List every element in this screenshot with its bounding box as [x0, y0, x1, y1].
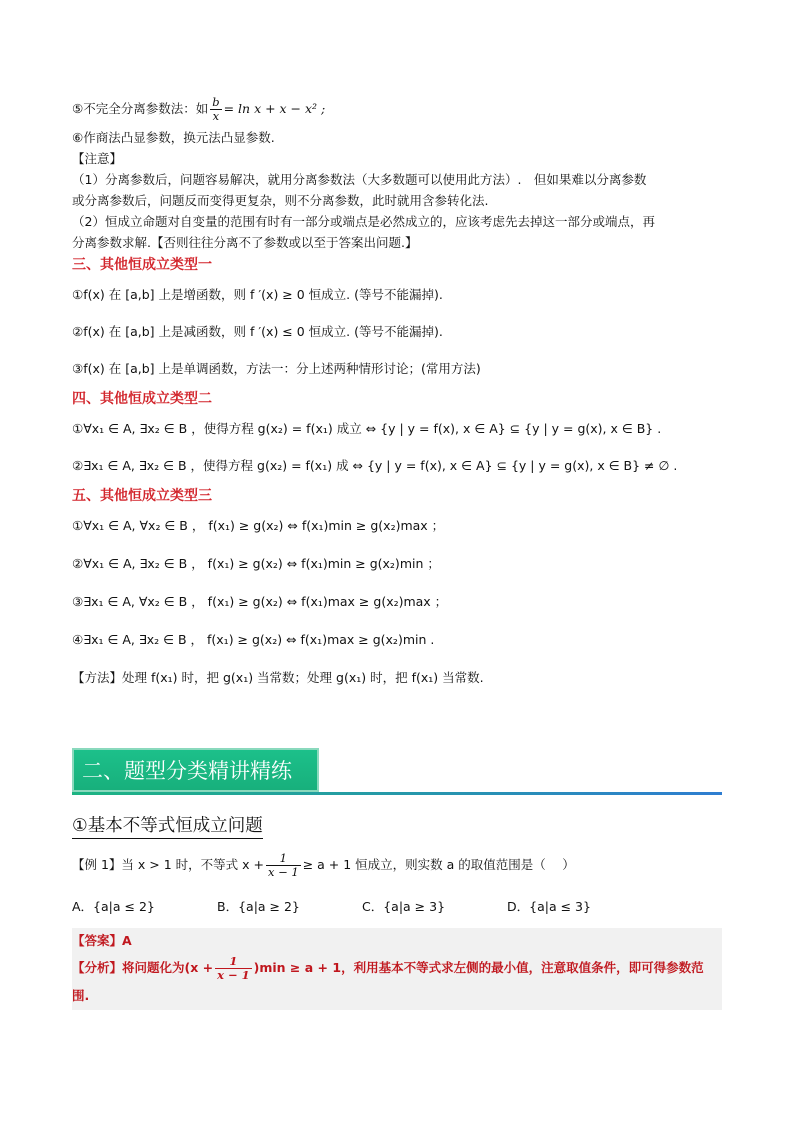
section-4-item-1: ①∀x₁ ∈ A, ∃x₂ ∈ B ，使得方程 g(x₂) = f(x₁) 成立 ⇔ {y | y = f(x), x ∈ A} ⊆ {y | y = g(x), x ∈ B} . — [72, 421, 662, 436]
section-4-title: 四、其他恒成立类型二 — [72, 391, 212, 407]
example-suffix: ≥ a + 1 恒成立，则实数 a 的取值范围是（ ） — [302, 857, 575, 872]
section-3-item-3: ③f(x) 在 [a,b] 上是单调函数，方法一：分上述两种情形讨论；(常用方法) — [72, 361, 481, 376]
answer-line — [72, 931, 132, 951]
choice-b[interactable]: B．{a|a ≥ 2} — [217, 899, 300, 914]
method-5-label: ⑤不完全分离参数法：如 — [72, 101, 209, 116]
banner-title: 二、题型分类精讲精练 — [82, 759, 292, 783]
section-5-item-4: ④∃x₁ ∈ A, ∃x₂ ∈ B ， f(x₁) ≥ g(x₂) ⇔ f(x₁)max ≥ g(x₂)min . — [72, 632, 435, 647]
example-prefix: 【例 1】当 x > 1 时，不等式 x + — [72, 857, 264, 872]
frac-den: x − 1 — [267, 865, 299, 879]
document-body — [72, 96, 724, 688]
frac-den: x — [212, 109, 220, 123]
note-1a: （1）分离参数后，问题容易解决，就用分离参数法（大多数题可以使用此方法）. 但如果难以分离参数 — [72, 172, 647, 187]
analysis-expr-b: )min ≥ a + 1 — [253, 960, 342, 975]
method-5-line — [72, 96, 724, 123]
frac-num: b — [212, 95, 220, 109]
note-2a: （2）恒成立命题对自变量的范围有时有一部分或端点是必然成立的，应该考虑先去掉这一部分或端点，再 — [72, 214, 655, 229]
subsection-heading: ①基本不等式恒成立问题 — [72, 812, 263, 839]
section-banner — [72, 748, 319, 792]
frac-num: 1 — [266, 852, 301, 866]
section-5-title: 五、其他恒成立类型三 — [72, 488, 212, 504]
banner-divider — [72, 792, 722, 795]
frac-num: 1 — [215, 955, 252, 969]
example-1 — [72, 852, 575, 879]
analysis-label: 【分析】 — [72, 960, 123, 975]
frac-den: x − 1 — [217, 968, 250, 982]
choice-a[interactable]: A．{a|a ≤ 2} — [72, 899, 155, 914]
answer-choices — [72, 897, 722, 919]
section-3-item-1: ①f(x) 在 [a,b] 上是增函数，则 f ′(x) ≥ 0 恒成立. (等号不能漏掉). — [72, 287, 443, 302]
method-5-expr: = ln x + x − x² ; — [223, 101, 326, 116]
analysis-fraction — [215, 955, 252, 982]
section-5-item-1: ①∀x₁ ∈ A, ∀x₂ ∈ B ， f(x₁) ≥ g(x₂) ⇔ f(x₁)min ≥ g(x₂)max ； — [72, 518, 445, 533]
section-5-item-2: ②∀x₁ ∈ A, ∃x₂ ∈ B ， f(x₁) ≥ g(x₂) ⇔ f(x₁)min ≥ g(x₂)min ； — [72, 556, 440, 571]
method-note: 【方法】处理 f(x₁) 时，把 g(x₁) 当常数；处理 g(x₁) 时，把 f(x₁) 当常数. — [72, 670, 484, 685]
answer-box — [72, 928, 722, 1010]
section-3-title: 三、其他恒成立类型一 — [72, 257, 212, 273]
fraction-1-over-x-minus-1 — [266, 852, 301, 879]
choice-c[interactable]: C．{a|a ≥ 3} — [362, 899, 446, 914]
answer-label: 【答案】 — [72, 933, 123, 948]
analysis-line — [72, 955, 704, 982]
note-2b: 分离参数求解.【否则往往分离不了参数或以至于答案出问题.】 — [72, 235, 418, 250]
analysis-pre: 将问题化为 — [122, 960, 185, 975]
answer-value: A — [122, 933, 132, 948]
section-4-item-2: ②∃x₁ ∈ A, ∃x₂ ∈ B ，使得方程 g(x₂) = f(x₁) 成 ⇔ {y | y = f(x), x ∈ A} ⊆ {y | y = g(x), x ∈ B} ≠ ∅ . — [72, 458, 678, 473]
analysis-line-2: 围. — [72, 988, 90, 1003]
section-5-item-3: ③∃x₁ ∈ A, ∀x₂ ∈ B ， f(x₁) ≥ g(x₂) ⇔ f(x₁)max ≥ g(x₂)max ； — [72, 594, 448, 609]
note-heading: 【注意】 — [72, 151, 123, 166]
choice-d[interactable]: D．{a|a ≤ 3} — [507, 899, 591, 914]
analysis-post: ，利用基本不等式求左侧的最小值，注意取值条件，即可得参数范 — [341, 960, 704, 975]
analysis-expr-a: (x + — [184, 960, 214, 975]
method-6-line: ⑥作商法凸显参数，换元法凸显参数. — [72, 130, 275, 145]
fraction-b-over-x — [210, 96, 221, 123]
note-1b: 或分离参数后，问题反而变得更复杂，则不分离参数，此时就用含参转化法. — [72, 193, 489, 208]
section-3-item-2: ②f(x) 在 [a,b] 上是减函数，则 f ′(x) ≤ 0 恒成立. (等号不能漏掉). — [72, 324, 443, 339]
